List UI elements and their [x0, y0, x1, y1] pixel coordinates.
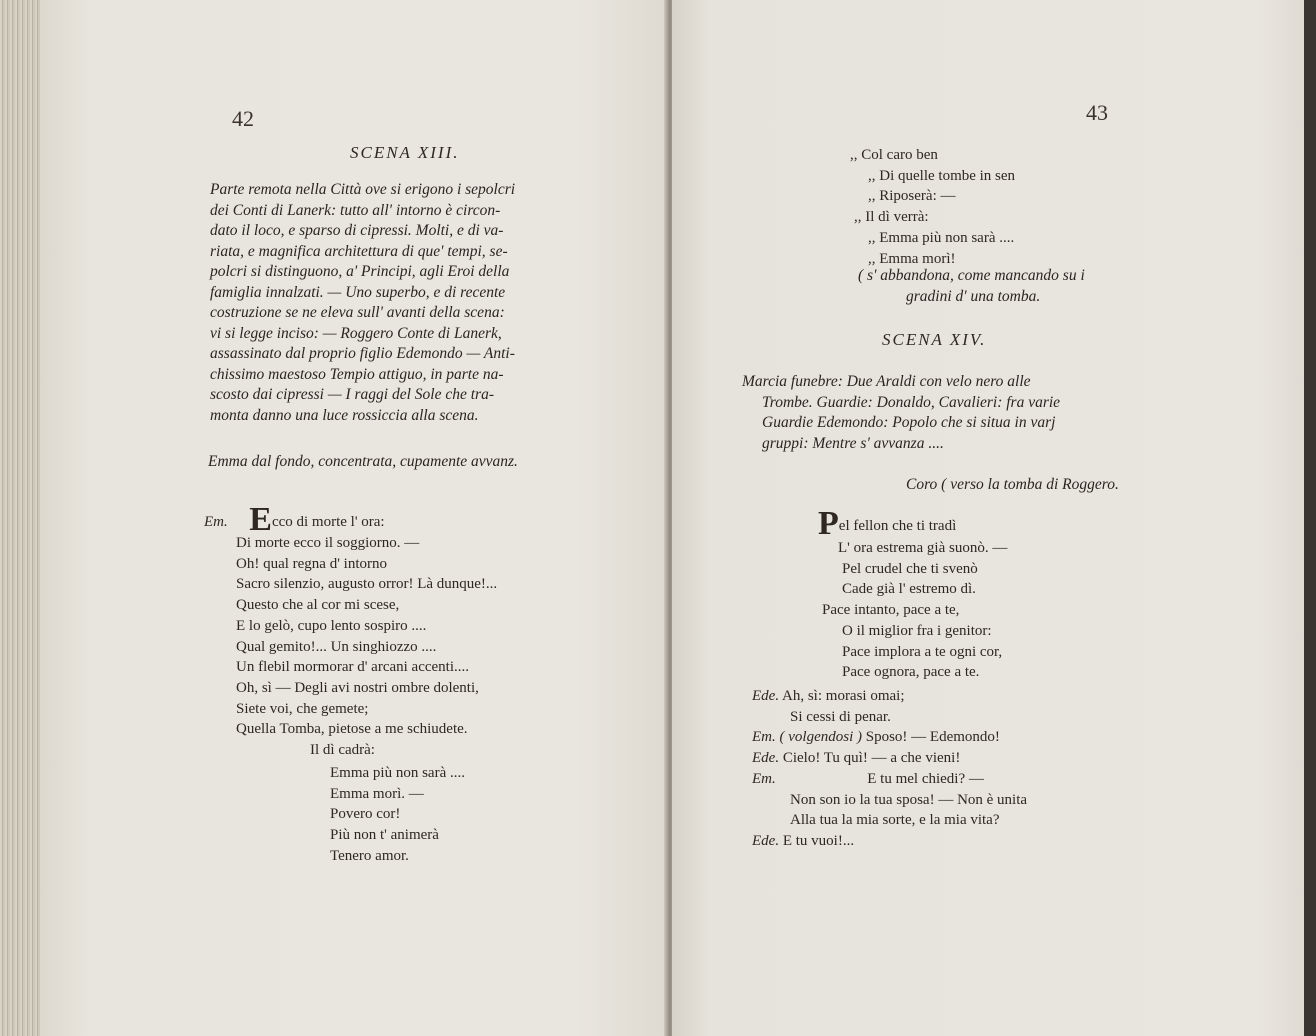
description-line: monta danno una luce rossiccia alla scena. — [210, 406, 479, 424]
description-line: famiglia innalzati. — Uno superbo, e di recente — [210, 283, 506, 301]
description-line: gruppi: Mentre s' avvanza .... — [762, 434, 944, 452]
verse-line: Il dì cadrà: — [310, 742, 375, 758]
description-line: Parte remota nella Città ove si erigono i sepolcri — [210, 181, 516, 198]
verse-first-line — [204, 501, 385, 538]
song-line: ,, Di quelle tombe in sen — [868, 167, 1016, 184]
description-line: vi si legge inciso: — Roggero Conte di Lanerk, — [210, 324, 502, 342]
dialogue-text: Non son io la tua sposa! — Non è unita — [790, 791, 1028, 808]
chorus-line: O il miglior fra i genitor: — [842, 622, 992, 639]
left-page — [40, 0, 668, 1036]
description-line: chissimo maestoso Tempio attiguo, in parte na- — [210, 365, 504, 383]
description-line: dei Conti di Lanerk: tutto all' intorno è circon- — [210, 201, 501, 219]
description-line: scosto dai cipressi — I raggi del Sole che tra- — [210, 386, 494, 403]
dialogue-text: Cielo! Tu quì! — a che vieni! — [782, 750, 961, 767]
verse-line: Quella Tomba, pietose a me schiudete. — [236, 721, 468, 738]
verse-line: Questo che al cor mi scese, — [236, 597, 400, 614]
stage-direction — [858, 266, 1085, 307]
verse-line: Più non t' animerà — [330, 827, 439, 844]
dialogue-text: Ah, sì: morasi omai; — [782, 688, 905, 704]
song-line: ,, Col caro ben — [850, 147, 938, 163]
description-line: Guardie Edemondo: Popolo che si situa in varj — [762, 414, 1056, 431]
verse-line: Oh! qual regna d' intorno — [236, 555, 387, 572]
dialogue-line — [752, 790, 1027, 811]
chorus-heading: Coro ( verso la tomba di Roggero. — [906, 476, 1119, 493]
verse-line: Di morte ecco il soggiorno. — — [236, 535, 420, 551]
verse-line: Emma morì. — — [330, 785, 424, 802]
chorus-line: Pace intanto, pace a te, — [822, 602, 960, 619]
description-line: assassinato dal proprio figlio Edemondo — Anti- — [210, 345, 515, 362]
verse-block — [236, 533, 497, 740]
scene-title: SCENA XIV. — [882, 330, 987, 349]
speaker-label: Em. — [752, 770, 776, 787]
page-number: 42 — [232, 106, 254, 131]
dialogue-line — [752, 686, 1027, 707]
dialogue-text: Sposo! — Edemondo! — [865, 729, 1000, 746]
speaker-label: Em. — [752, 729, 776, 746]
right-page — [672, 0, 1308, 1036]
chorus-line: L' ora estrema già suonò. — — [838, 540, 1008, 556]
dialogue-line — [752, 769, 1027, 790]
description-line: riata, e magnifica architettura di que' tempi, se- — [210, 242, 508, 260]
drop-cap: P — [818, 505, 839, 542]
description-line: polcri si distinguono, a' Principi, agli Eroi della — [210, 263, 510, 280]
chorus-line: Pel crudel che ti svenò — [842, 560, 978, 577]
verse-line: Sacro silenzio, augusto orror! Là dunque!... — [236, 576, 498, 593]
dialogue-text: E tu vuoi!... — [782, 832, 855, 849]
scene-description — [742, 372, 1060, 454]
chorus-line: el fellon che ti tradì — [838, 518, 957, 534]
speaker-label: Em. — [204, 514, 228, 530]
verse-deep-indented — [330, 763, 465, 867]
song-line: ,, Emma morì! — [868, 250, 956, 267]
verse-line: Qual gemito!... Un singhiozzo .... — [236, 638, 437, 655]
verse-line: Siete voi, che gemete; — [236, 700, 369, 717]
verse-line: Tenero amor. — [330, 847, 409, 864]
dialogue-line — [752, 831, 1027, 852]
song-line: ,, Il dì verrà: — [854, 209, 929, 226]
dialogue-block — [752, 686, 1027, 852]
verse-line: Emma più non sarà .... — [330, 765, 465, 781]
verse-line: Un flebil mormorar d' arcani accenti.... — [236, 659, 470, 676]
chorus-first-line — [818, 505, 957, 542]
page-number: 43 — [1086, 100, 1108, 125]
song-line: ,, Riposerà: — — [868, 188, 956, 205]
dialogue-line — [752, 810, 1027, 831]
dialogue-text: Si cessi di penar. — [790, 708, 891, 725]
song-line: ,, Emma più non sarà .... — [868, 229, 1015, 246]
drop-cap: E — [249, 501, 272, 538]
chorus-line: Pace ognora, pace a te. — [842, 664, 980, 681]
description-line: Marcia funebre: Due Araldi con velo nero alle — [742, 373, 1031, 390]
verse-line: E lo gelò, cupo lento sospiro .... — [236, 617, 427, 634]
verse-line: Povero cor! — [330, 806, 401, 823]
chorus-line: Cade già l' estremo dì. — [842, 581, 976, 598]
dialogue-line — [752, 707, 1027, 728]
description-line: Trombe. Guardie: Donaldo, Cavalieri: fra varie — [762, 393, 1061, 411]
dialogue-text: E tu mel chiedi? — — [867, 770, 984, 787]
speaker-label: Ede. — [752, 688, 780, 704]
description-line: costruzione se ne eleva sull' avanti della scena: — [210, 304, 505, 321]
scene-description — [210, 180, 515, 426]
page-edges — [0, 0, 44, 1036]
verse-indented — [310, 740, 375, 761]
right-edge — [1304, 0, 1316, 1036]
speaker-label: Ede. — [752, 832, 780, 849]
speaker-label: Ede. — [752, 750, 780, 767]
scene-title: SCENA XIII. — [350, 143, 460, 162]
song-block — [850, 145, 1015, 269]
stage-direction: ( volgendosi ) — [779, 729, 862, 746]
verse-line: Oh, sì — Degli avi nostri ombre dolenti, — [236, 679, 479, 696]
dialogue-text: Alla tua la mia sorte, e la mia vita? — [790, 812, 1000, 829]
stage-direction-line: ( s' abbandona, come mancando su i — [858, 267, 1085, 284]
chorus-line: Pace implora a te ogni cor, — [842, 643, 1003, 660]
dialogue-line — [752, 748, 1027, 769]
stage-direction-line: gradini d' una tomba. — [906, 287, 1041, 305]
verse-line: cco di morte l' ora: — [271, 514, 385, 530]
description-line: dato il loco, e sparso di cipressi. Molti, e di va- — [210, 222, 504, 239]
chorus-block — [822, 538, 1007, 683]
dialogue-line — [752, 727, 1027, 748]
entrance-direction: Emma dal fondo, concentrata, cupamente avvanz. — [208, 453, 518, 470]
